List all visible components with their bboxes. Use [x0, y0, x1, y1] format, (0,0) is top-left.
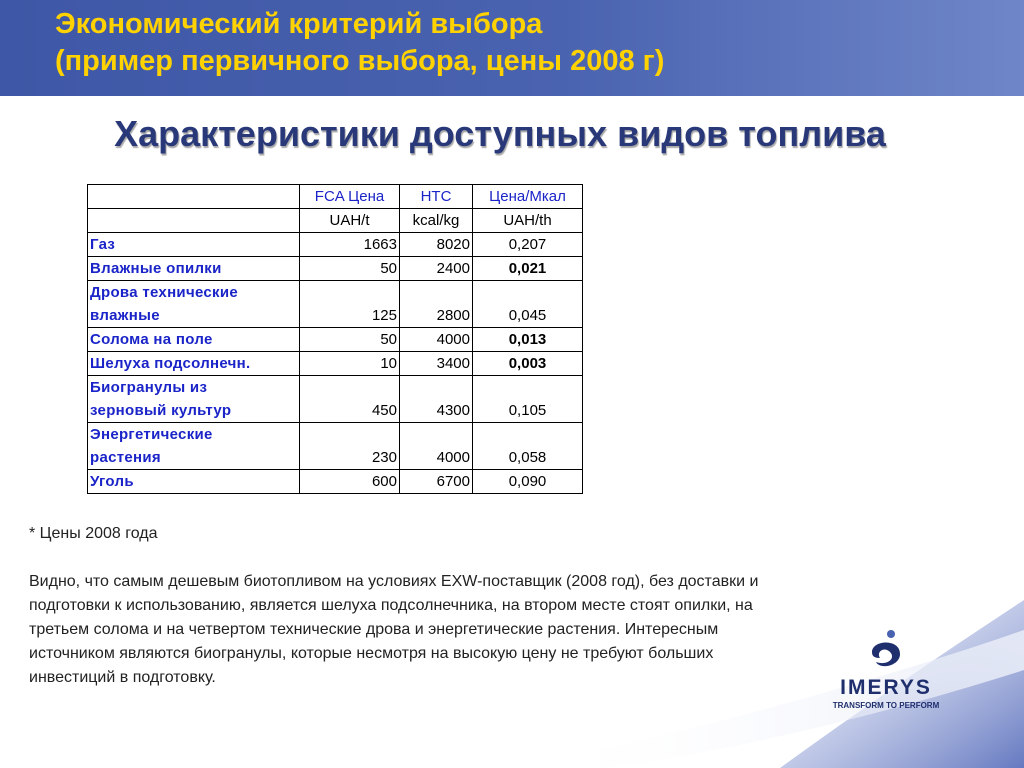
fuel-name-line: Солома на поле: [90, 331, 213, 348]
price-footnote: * Цены 2008 года: [29, 525, 158, 542]
table-row: [88, 233, 583, 257]
table-row: [88, 470, 583, 494]
table-row: [88, 352, 583, 376]
htc-cell: 4000: [400, 423, 473, 470]
price-per-mcal-cell: 0,021: [473, 257, 583, 281]
fuel-name-line: растения: [90, 449, 161, 466]
fuel-name-line: влажные: [90, 307, 160, 324]
table-row: [88, 423, 583, 470]
table-row: [88, 281, 583, 328]
price-per-mcal-cell: 0,105: [473, 376, 583, 423]
fuel-name-line: Газ: [90, 236, 116, 253]
fuel-name-cell: [88, 281, 300, 328]
price-per-mcal-cell: 0,090: [473, 470, 583, 494]
table-units-row: [88, 209, 583, 233]
fuel-name-line: Энергетические: [90, 426, 213, 443]
imerys-swirl-icon: [866, 626, 906, 672]
header-cell-price-per-mcal: Цена/Мкал: [473, 185, 583, 209]
fca-price-cell: 1663: [300, 233, 400, 257]
table-row: [88, 328, 583, 352]
table-header-row: [88, 185, 583, 209]
fca-price-cell: 230: [300, 423, 400, 470]
price-per-mcal-cell: 0,045: [473, 281, 583, 328]
fca-price-cell: 450: [300, 376, 400, 423]
fca-price-cell: 125: [300, 281, 400, 328]
logo-name: IMERYS: [840, 676, 932, 699]
table-row: [88, 376, 583, 423]
fuel-name-cell: [88, 352, 300, 376]
unit-cell-empty: [88, 209, 300, 233]
unit-cell-kcal-kg: kcal/kg: [400, 209, 473, 233]
fuel-name-line: Биогранулы из: [90, 379, 208, 396]
fuel-name-line: Дрова технические: [90, 284, 239, 301]
htc-cell: 2400: [400, 257, 473, 281]
slide-title-line2: (пример первичного выбора, цены 2008 г): [55, 45, 665, 77]
unit-cell-uah-th: UAH/th: [473, 209, 583, 233]
slide-title-line1: Экономический критерий выбора: [55, 8, 543, 40]
htc-cell: 2800: [400, 281, 473, 328]
price-per-mcal-cell: 0,013: [473, 328, 583, 352]
fuel-name-cell: [88, 376, 300, 423]
price-per-mcal-cell: 0,207: [473, 233, 583, 257]
fuel-name-line: Уголь: [90, 473, 134, 490]
unit-cell-uah-t: UAH/t: [300, 209, 400, 233]
conclusion-paragraph: Видно, что самым дешевым биотопливом на условиях EXW-поставщик (2008 год), без доставки и подготовки к использованию, является шелуха подсолнечника, на втором месте стоят опилки, на третьем солома и на четвертом технические дрова и энергетические растения. Интересным источником являются биогранулы, которые несмотря на высокую цену не требуют больших инвестиций в подготовку.: [29, 573, 759, 686]
header-cell-htc: HTC: [400, 185, 473, 209]
header-cell-empty: [88, 185, 300, 209]
htc-cell: 6700: [400, 470, 473, 494]
htc-cell: 8020: [400, 233, 473, 257]
fca-price-cell: 600: [300, 470, 400, 494]
fca-price-cell: 50: [300, 257, 400, 281]
fuel-name-cell: [88, 423, 300, 470]
fuel-name-line: зерновый культур: [90, 402, 232, 419]
fuel-name-cell: [88, 257, 300, 281]
fuel-name-cell: [88, 470, 300, 494]
slide-subtitle: Характеристики доступных видов топлива: [114, 113, 886, 154]
slide-title: [55, 6, 664, 80]
htc-cell: 4000: [400, 328, 473, 352]
fuel-name-line: Шелуха подсолнечн.: [90, 355, 251, 372]
header-cell-fca-price: FCA Цена: [300, 185, 400, 209]
htc-cell: 4300: [400, 376, 473, 423]
htc-cell: 3400: [400, 352, 473, 376]
table-row: [88, 257, 583, 281]
fuel-name-cell: [88, 328, 300, 352]
fca-price-cell: 50: [300, 328, 400, 352]
fuel-table: [87, 184, 583, 494]
fuel-name-cell: [88, 233, 300, 257]
price-per-mcal-cell: 0,003: [473, 352, 583, 376]
price-per-mcal-cell: 0,058: [473, 423, 583, 470]
imerys-logo: [826, 626, 946, 716]
fca-price-cell: 10: [300, 352, 400, 376]
logo-tagline: TRANSFORM TO PERFORM: [832, 701, 940, 710]
fuel-name-line: Влажные опилки: [90, 260, 222, 277]
